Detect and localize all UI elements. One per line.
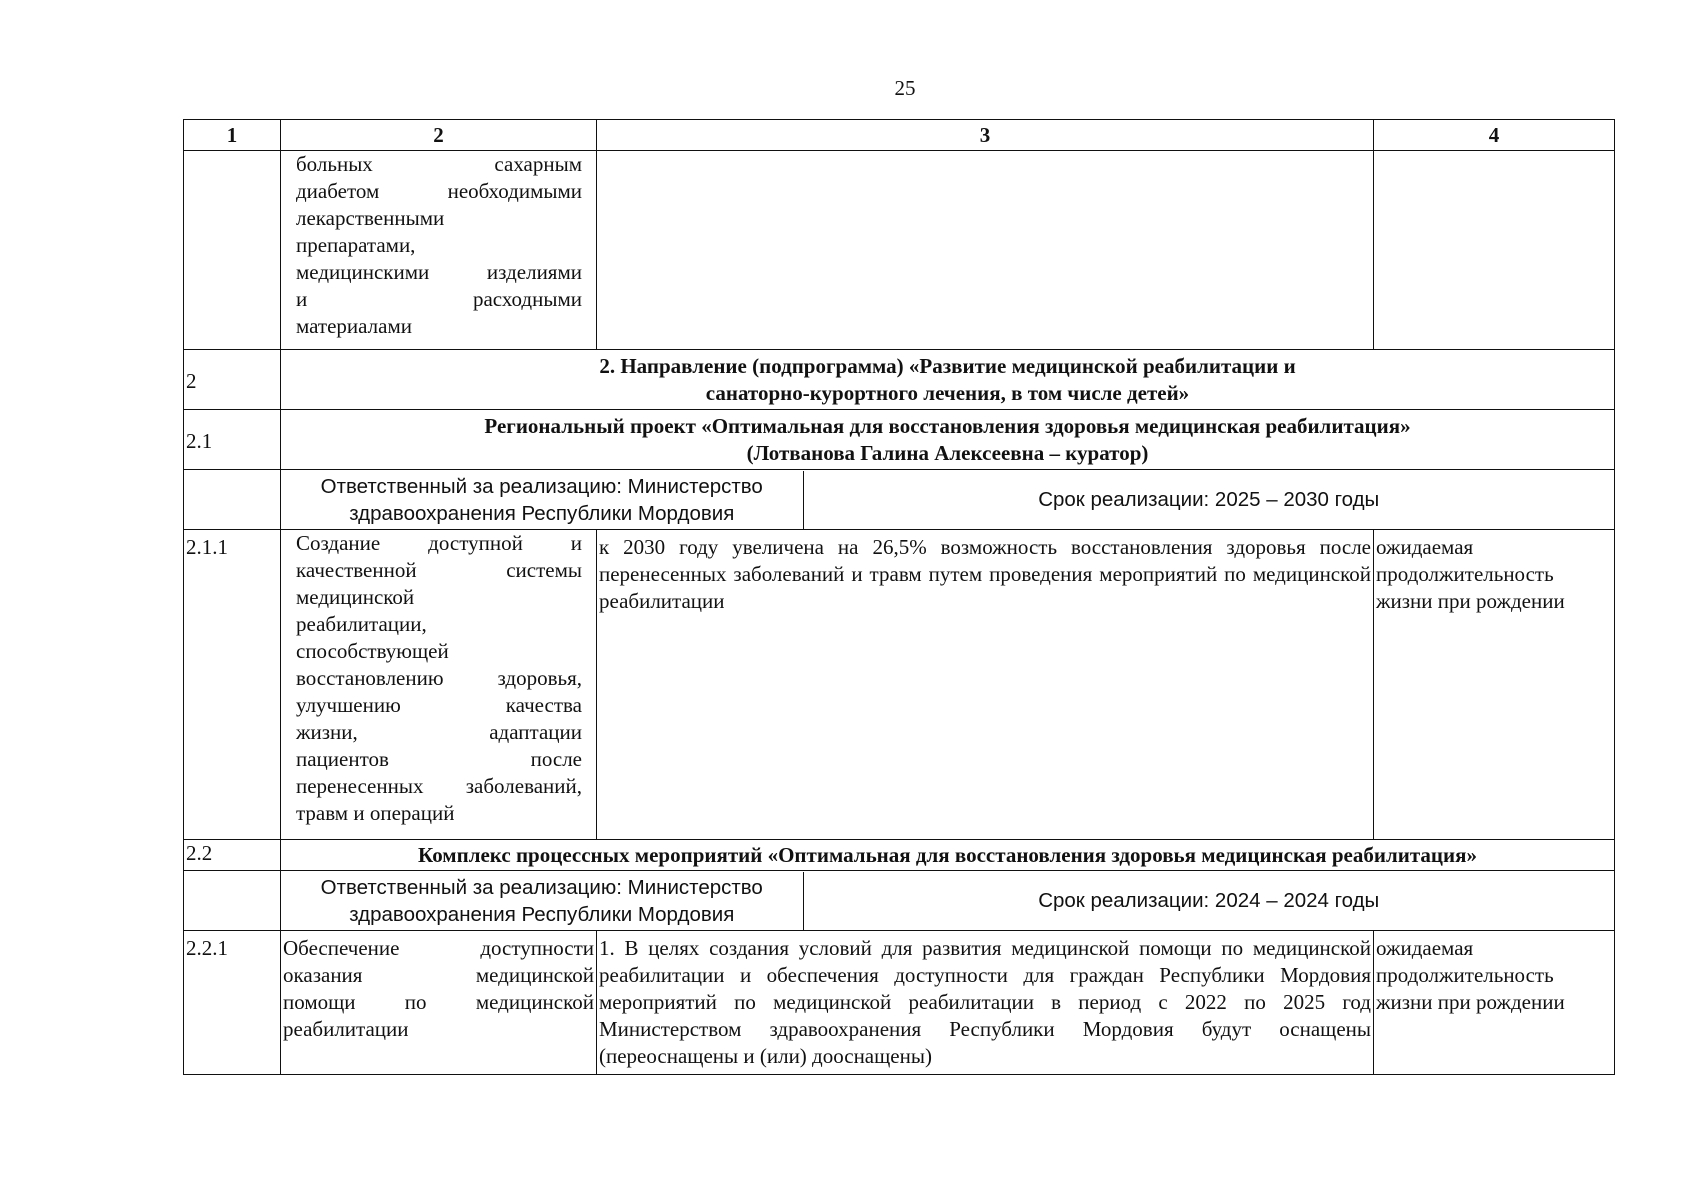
complex-row-2-2: [184, 840, 1615, 871]
section-row-2: [184, 350, 1615, 410]
section-number: 2: [184, 350, 281, 410]
term-text: Срок реализации: 2024 – 2024 годы: [1038, 889, 1380, 912]
header-col-1: 1: [184, 120, 281, 151]
cell-measure: Создание доступной и качественной системы медицинской реабилитации, способствующей восстановлению здоровья, улучшению качества жизни, адаптации пациентов после перенесенных заболеваний, травм и операций: [281, 530, 597, 840]
page-number: 25: [894, 76, 916, 100]
cell-num: 2.1.1: [184, 530, 281, 840]
program-table: [183, 119, 1615, 1075]
cell-indicator: ожидаемая продолжительность жизни при рождении: [1374, 931, 1615, 1075]
header-col-4: 4: [1374, 120, 1615, 151]
header-row: [184, 120, 1615, 151]
cell-measure: Обеспечение доступности оказания медицинской помощи по медицинской реабилитации: [281, 931, 597, 1075]
complex-title: Комплекс процессных мероприятий «Оптимальная для восстановления здоровья медицинская реабилитация»: [281, 840, 1615, 871]
project-responsible-row: [184, 470, 1615, 530]
cell-num: [184, 151, 281, 350]
responsible-text: Ответственный за реализацию: Министерство здравоохранения Республики Мордовия: [281, 471, 803, 529]
cell-empty: [184, 871, 281, 931]
project-row-2-1: [184, 410, 1615, 470]
cell-indicator: [1374, 151, 1615, 350]
complex-responsible-row: [184, 871, 1615, 931]
table-row-2-2-1: [184, 931, 1615, 1075]
responsible-text: Ответственный за реализацию: Министерство здравоохранения Республики Мордовия: [281, 872, 803, 930]
responsible-term-table: [281, 872, 1614, 930]
table-row-continuation: [184, 151, 1615, 350]
header-col-2: 2: [281, 120, 597, 151]
cell-indicator: ожидаемая продолжительность жизни при рождении: [1374, 530, 1615, 840]
table-row-2-1-1: [184, 530, 1615, 840]
complex-number: 2.2: [184, 840, 281, 871]
responsible-term-cell: [281, 470, 1615, 530]
header-col-3: 3: [597, 120, 1374, 151]
cell-num: 2.2.1: [184, 931, 281, 1075]
cell-measure: больных сахарным диабетом необходимыми лекарственными препаратами, медицинскими изделиями и расходными материалами: [281, 151, 597, 350]
cell-result: 1. В целях создания условий для развития медицинской помощи по медицинской реабилитации и обеспечения доступности для граждан Республики Мордовия мероприятий по медицинской реабилитации в период с 2022 по 2025 год Министерством здравоохранения Республики Мордовия будут оснащены (переоснащены и (или) дооснащены): [597, 931, 1374, 1075]
responsible-term-table: [281, 471, 1614, 529]
project-number: 2.1: [184, 410, 281, 470]
project-title: Региональный проект «Оптимальная для восстановления здоровья медицинская реабилитация» (Лотванова Галина Алексеевна – куратор): [281, 410, 1615, 470]
cell-result: [597, 151, 1374, 350]
term-text: Срок реализации: 2025 – 2030 годы: [1038, 488, 1380, 511]
cell-result: к 2030 году увеличена на 26,5% возможность восстановления здоровья после перенесенных заболеваний и травм путем проведения мероприятий по медицинской реабилитации: [597, 530, 1374, 840]
section-title: 2. Направление (подпрограмма) «Развитие медицинской реабилитации и санаторно-курортного лечения, в том числе детей»: [281, 350, 1615, 410]
responsible-term-cell: [281, 871, 1615, 931]
cell-empty: [184, 470, 281, 530]
